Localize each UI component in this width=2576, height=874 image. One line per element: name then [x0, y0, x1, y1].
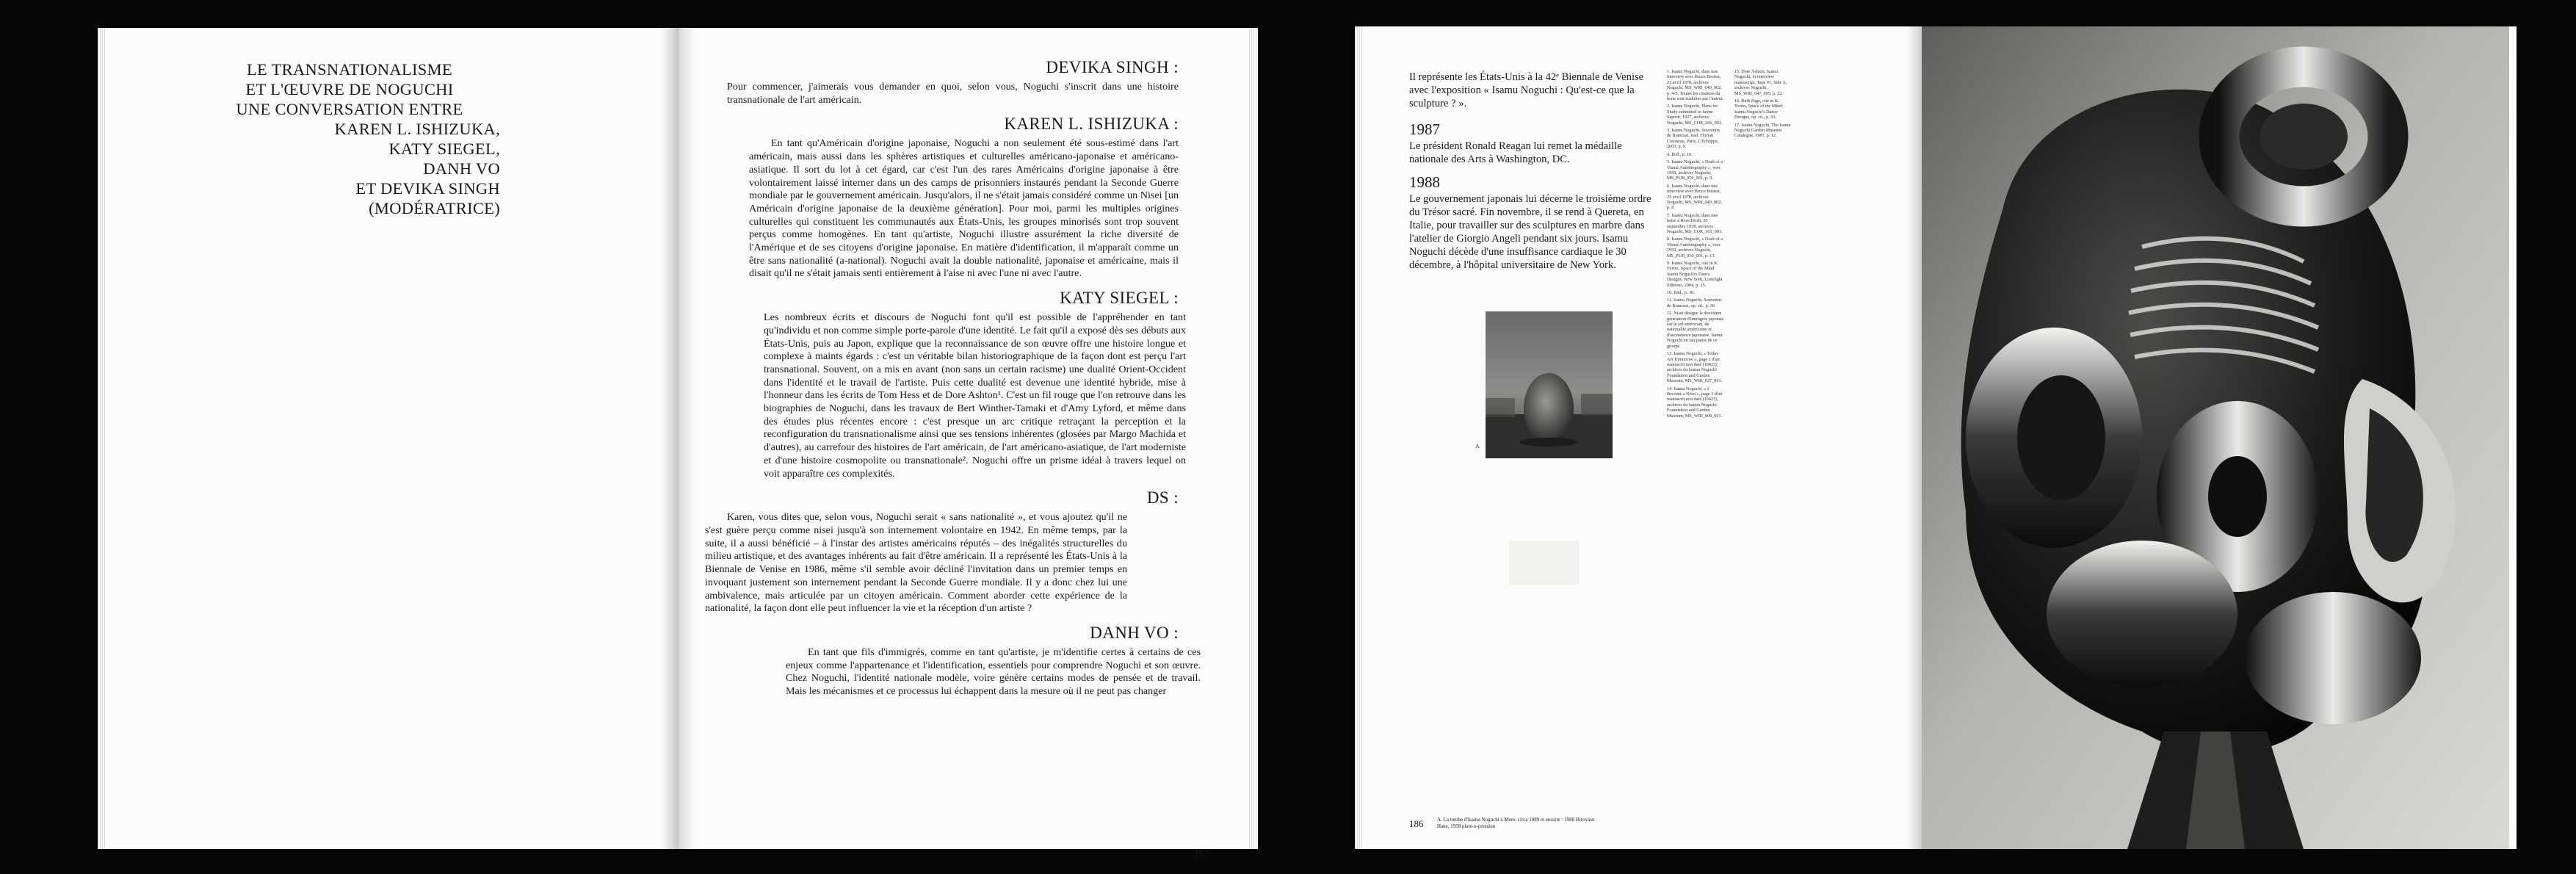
speaker-heading: DEVIKA SINGH : [1046, 58, 1179, 76]
footnote: 15. Dore Ashton, Isamu Noguchi, in interview manuscript, Tape #1, Side A, archives Noguchi, MS_WRI_047_005, p. 22. [1734, 69, 1787, 96]
footnotes-column-1 [1667, 69, 1724, 421]
chronology-column [1409, 71, 1651, 272]
footnote: 9. Isamu Noguchi, cité in K. Torres, Space of the Mind: Isamu Noguchi's Dance Designs, New York, Limelight Editions, 2004, p. 25. [1667, 261, 1723, 288]
chronology-entry: Le gouvernement japonais lui décerne le troisième ordre du Trésor sacré. Fin novembre, il se rend à Quereta, en Italie, pour travailler sur des sculptures en marbre dans l'atelier de Giorgio Angeli pendant six jours. Isamu Noguchi décède d'une insuffisance cardiaque le 30 décembre, à l'hôpital universitaire de New York. [1409, 193, 1651, 271]
interview-paragraph: Karen, vous dites que, selon vous, Noguchi serait « sans nationalité », et vous ajoutez qu'il ne s'est guère perçu comme nisei jusqu'à son internement volontaire en 1942. En même temps, par la suite, il a aussi bénéficié – à l'instar des artistes américains réputés – des inégalités structurelles du milieu artistique, et des avantages inhérents au fait d'être américain. Il a représenté les États-Unis à la Biennale de Venise en 1986, même s'il semble avoir décliné l'invitation dans un premier temps en invoquant justement son internement pendant la Seconde Guerre mondiale. Il y a donc chez lui une ambivalence, mais articulée par un citoyen américain. Comment aborder cette expérience de la nationalité, la façon dont elle peut influencer la vie et la réception d'un artiste ? [705, 511, 1127, 615]
interview-paragraph: Les nombreux écrits et discours de Noguchi font qu'il est possible de l'appréhender en tant qu'individu et non comme simple porte-parole d'une identité. Le fait qu'il a exposé dès ses débuts aux États-Unis, puis au Japon, explique que la reconnaissance de son œuvre offre une histoire longue et complexe à maints égards : c'est un véritable bilan historiographique de la façon dont est perçu l'art transnational. Souvent, on a mis en avant (non sans un certain racisme) une dualité Orient-Occident dans l'identité et le travail de l'artiste. Puis cette dualité est devenue une identité hybride, mise à l'honneur dans les écrits de Tom Hess et de Dore Ashton¹. C'est un fil rouge que l'on retrouve dans les biographies de Noguchi, dans les travaux de Bert Winther-Tamaki et d'Amy Lyford, et même dans des études plus récentes encore : c'est presque un arc critique retraçant la perception et la reconfiguration du transnationalisme ainsi que ses tensions inhérentes (glosées par Margo Machida et d'autres), au carrefour des histoires de l'art américain, de l'art américano-asiatique, de l'art moderniste et d'une histoire cosmopolite ou transnationale². Noguchi offre un prisme idéal à travers lequel on voit apparaître ces complexités. [764, 311, 1186, 480]
chronology-year: 1987 [1409, 120, 1440, 138]
speaker-heading: DS : [1146, 488, 1179, 508]
interview-paragraph: En tant qu'Américain d'origine japonaise, Noguchi a non seulement été sous-estimé dans l'art américain, mais aussi dans les sphères artistiques et culturelles américano-japonaise et américano-asiatique. Il sort du lot à cet égard, car c'est l'un des rares Américains d'origine japonaise à être volontairement laissé interner dans un des camps de prisonniers instaurés pendant la Seconde Guerre mondiale par le gouvernement américain. Jusqu'alors, il ne s'était jamais considéré comme un Nisei [un Américain d'origine japonaise de la deuxième génération]. Pour moi, parmi les multiples origines culturelles qui constituent les communautés aux États-Unis, les groupes minorisés sont trop souvent perçus comme homogènes. En tant qu'artiste, Noguchi illustre assurément la riche diversité de l'Amérique et de ses citoyens d'origine japonaise. En matière d'identification, il m'apparaît comme un être sans nationalité (a-national). Noguchi avait la double nationalité, japonaise et américaine, mais il disait qu'il ne s'était jamais senti entièrement à l'aise ni avec l'une ni avec l'autre. [749, 137, 1179, 280]
footnote: 2. Isamu Noguchi, Plans for Study submitted to Jaime Saporit, 1927, archives Noguchi, MS_COR_206_001. [1667, 104, 1723, 126]
speaker-heading: DANH VO : [1090, 623, 1179, 642]
speaker-heading: KAREN L. ISHIZUKA : [1004, 115, 1179, 134]
faded-thumbnail [1509, 541, 1579, 585]
footnote: 10. Ibid., p. 30. [1667, 290, 1695, 296]
title-line: (MODÉRATRICE) [369, 199, 500, 217]
sculpture-photograph [1922, 26, 2509, 849]
article-title [188, 59, 511, 218]
page-number: 186 [1409, 818, 1424, 829]
left-book-spread [98, 28, 1258, 859]
title-line: DANH VO [423, 159, 500, 178]
footnote: 16. Ruth Page, cité in K. Torres, Space of the Mind: Isamu Noguchi's Dance Designs, op. cit., p. 63. [1734, 98, 1784, 120]
chronology-intro: Il représente les États-Unis à la 42ᵉ Biennale de Venise avec l'exposition « Isamu Noguchi : Qu'est-ce que la sculpture ? ». [1409, 71, 1644, 109]
page-number: 167 [1194, 848, 1209, 859]
footnote: 8. Isamu Noguchi, « Draft of a Visual Autobiography », vers 1959, archives Noguchi, MS_PUB_050_001, p. 13. [1667, 236, 1723, 259]
footnote: 6. Isamu Noguchi, dans une interview avec Bruce Boston, 25 avril 1978, archives Noguchi, MS_WRI_049_002, p. 9. [1667, 183, 1722, 211]
right-book-spread [1355, 26, 2517, 849]
page-edge-left [98, 28, 106, 849]
title-line: UNE CONVERSATION ENTRE [236, 100, 463, 118]
page-edge-left [1355, 26, 1364, 849]
page-edge-right [1249, 28, 1258, 849]
footnote: 4. Ibid., p. 10. [1667, 151, 1693, 157]
title-line: KAREN L. ISHIZUKA, [334, 120, 500, 138]
title-line: LE TRANSNATIONALISME [247, 60, 452, 79]
book-gutter [661, 28, 695, 849]
footnote: 12. Nisei désigne la deuxième génération d'immigrés japonais sur le sol américain, de nationalité américaine et d'ascendance japonaise. Isamu Noguchi en fait partie de ce groupe. [1667, 311, 1724, 349]
footnote: 7. Isamu Noguchi, dans une lettre à Rose Hirsh, 20 septembre 1978, archives Noguchi, MS_COR_101_003. [1667, 212, 1723, 234]
chronology-entry: Le président Ronald Reagan lui remet la médaille nationale des Arts à Washington, DC. [1409, 140, 1622, 165]
title-line: ET DEVIKA SINGH [355, 179, 500, 198]
figure-label: A [1475, 443, 1480, 449]
figure-caption: A. La tombe d'Isamu Noguchi à Mure, circa 1989 et ensuite : 1988 Hiroyasu Hane, 1958 plate-o-pression [1437, 817, 1595, 829]
grave-photograph [1486, 311, 1613, 458]
footnotes-column-2 [1734, 69, 1792, 141]
interview-paragraph: Pour commencer, j'aimerais vous demander en quoi, selon vous, Noguchi s'inscrit dans une histoire transnationale de l'art américain. [727, 81, 1179, 106]
interview-paragraph: En tant que fils d'immigrés, comme en tant qu'artiste, je m'identifie certes à certains de ces enjeux comme l'appartenance et l'identification, essentiels pour comprendre Noguchi et son œuvre. Chez Noguchi, l'identité nationale modèle, voire génère certains modes de pensée et de travail. Mais les mécanismes et ce processus lui échappent dans la mesure où il ne peut pas changer [786, 646, 1201, 698]
footnote: 3. Isamu Noguchi, Souvenirs de Brancusi, trad. Florian Cousseau, Paris, L'Échoppe, 2003, p. 9. [1667, 128, 1721, 150]
speaker-heading: KATY SIEGEL : [1060, 289, 1179, 308]
footnote: 5. Isamu Noguchi, « Draft of a Visual Autobiography », vers 1959, archives Noguchi, MS_PUB_050_001, p. 9. [1667, 159, 1723, 181]
chronology-year: 1988 [1409, 173, 1440, 191]
title-line: KATY SIEGEL, [388, 140, 500, 158]
footnote: 14. Isamu Noguchi, « I Become a Nisei », page 3 d'un manuscrit non daté (1942?), archives du Isamu Noguchi Foundation and Garden Museum, MS_WRI_009_001. [1667, 386, 1723, 419]
title-line: ET L'ŒUVRE DE NOGUCHI [245, 80, 454, 98]
footnote: 17. Isamu Noguchi, The Isamu Noguchi Garden Museum Catalogue, 1987, p. 12. [1734, 122, 1791, 139]
footnote: 11. Isamu Noguchi, Souvenirs de Brancusi, op. cit., p. 36. [1667, 297, 1722, 308]
footnote: 13. Isamu Noguchi, « Today Art Tomorrow », page 1 d'un manuscrit non daté (1942?), archives du Isamu Noguchi Foundation and Garden Museum, MS_WRI_027_001. [1667, 351, 1723, 384]
footnote: 1. Isamu Noguchi, dans une interview avec Bruce Boston, 23 avril 1978, archives Noguchi, MS_WRI_049_002, p. 4-5. Toutes les citations du texte sont traduites par l'auteur. [1667, 69, 1724, 102]
interview-column [705, 57, 1201, 698]
